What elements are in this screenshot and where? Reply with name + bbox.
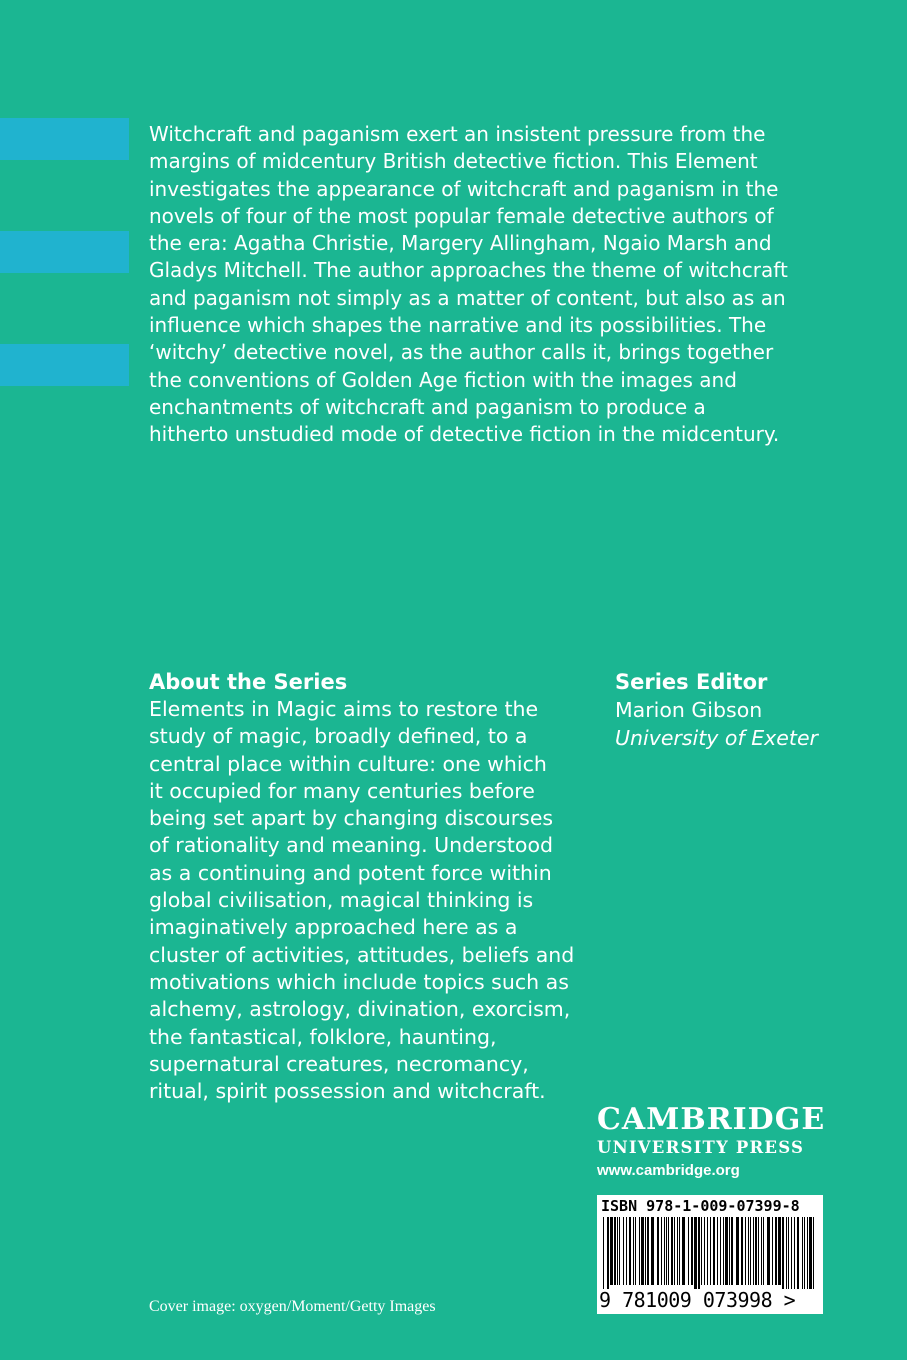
barcode-bar xyxy=(791,1217,792,1289)
about-line: ritual, spirit possession and witchcraft. xyxy=(149,1079,546,1104)
blurb-line: hitherto unstudied mode of detective fiction in the midcentury. xyxy=(149,422,780,447)
barcode-bar xyxy=(682,1217,685,1285)
barcode-digits: 9 781009 073998 > xyxy=(599,1288,796,1312)
barcode-bar xyxy=(729,1217,730,1285)
barcode-bar xyxy=(758,1217,759,1285)
barcode-bar xyxy=(614,1217,616,1285)
publisher-url: www.cambridge.org xyxy=(597,1162,740,1179)
about-line: the fantastical, folklore, haunting, xyxy=(149,1024,497,1049)
barcode-bar xyxy=(767,1217,770,1285)
barcode-bar xyxy=(647,1217,649,1285)
about-line: cluster of activities, attitudes, beliefs and xyxy=(149,942,575,967)
barcode-bar xyxy=(713,1217,715,1285)
about-series-text xyxy=(149,696,599,1105)
barcode-bar xyxy=(688,1217,689,1285)
barcode-bar xyxy=(725,1217,728,1285)
decorative-stripe-2 xyxy=(0,231,129,273)
about-line: being set apart by changing discourses xyxy=(149,806,554,831)
cover-image-credit: Cover image: oxygen/Moment/Getty Images xyxy=(149,1298,436,1315)
about-line: central place within culture: one which xyxy=(149,751,547,776)
barcode-bar xyxy=(786,1217,787,1289)
barcode-bar xyxy=(802,1217,803,1289)
barcode-bar xyxy=(626,1217,627,1285)
barcode-bar xyxy=(668,1217,669,1285)
blurb-line: Gladys Mitchell. The author approaches the theme of witchcraft xyxy=(149,258,788,283)
barcode-bar xyxy=(788,1217,789,1289)
barcode-bar xyxy=(782,1217,784,1289)
about-line: of rationality and meaning. Understood xyxy=(149,833,553,858)
about-line: global civilisation, magical thinking is xyxy=(149,888,534,913)
barcode-bar xyxy=(657,1217,659,1285)
series-editor-heading: Series Editor xyxy=(615,670,768,694)
barcode-bar xyxy=(772,1217,773,1285)
barcode-bar xyxy=(809,1217,812,1289)
about-line: as a continuing and potent force within xyxy=(149,860,552,885)
barcode-bar xyxy=(629,1217,631,1285)
about-line: Elements in Magic aims to restore the xyxy=(149,697,539,721)
barcode-bar xyxy=(679,1217,680,1285)
blurb-line: Witchcraft and paganism exert an insistent pressure from the xyxy=(149,122,766,146)
series-editor-affiliation: University of Exeter xyxy=(615,726,818,750)
barcode-bar xyxy=(750,1217,751,1285)
barcode-bar xyxy=(710,1217,711,1285)
barcode-bar xyxy=(619,1217,620,1285)
barcode-bar xyxy=(797,1217,799,1289)
barcode-bar xyxy=(723,1217,724,1285)
blurb-line: and paganism not simply as a matter of content, but also as an xyxy=(149,285,786,310)
barcode-bar xyxy=(610,1217,613,1285)
about-line: it occupied for many centuries before xyxy=(149,778,535,803)
book-blurb xyxy=(149,121,839,449)
barcode-bar xyxy=(607,1217,609,1289)
barcode-bar xyxy=(633,1217,634,1285)
barcode-bar xyxy=(691,1217,693,1285)
barcode-bar xyxy=(717,1217,718,1285)
series-editor-name: Marion Gibson xyxy=(615,698,763,722)
blurb-line: novels of four of the most popular female detective authors of xyxy=(149,203,774,228)
barcode-bar xyxy=(720,1217,721,1285)
barcode-bar xyxy=(635,1217,636,1285)
publisher-subname: UNIVERSITY PRESS xyxy=(597,1138,805,1157)
barcode-bar xyxy=(694,1217,697,1289)
isbn-label: ISBN 978-1-009-07399-8 xyxy=(601,1197,800,1215)
barcode-bar xyxy=(623,1217,624,1285)
barcode-bar xyxy=(701,1217,702,1285)
publisher-logo xyxy=(597,1103,827,1181)
about-line: imaginatively approached here as a xyxy=(149,915,518,940)
about-line: motivations which include topics such as xyxy=(149,969,569,994)
about-series-section xyxy=(149,668,599,1105)
barcode-bar xyxy=(704,1217,705,1285)
publisher-name: CAMBRIDGE xyxy=(597,1102,826,1137)
barcode-bar xyxy=(645,1217,646,1285)
blurb-line: margins of midcentury British detective fiction. This Element xyxy=(149,149,758,174)
barcode-bar xyxy=(745,1217,746,1285)
barcode-bars xyxy=(601,1217,819,1289)
barcode-bar xyxy=(666,1217,667,1285)
barcode-bar xyxy=(664,1217,665,1285)
barcode-bar xyxy=(736,1217,739,1285)
barcode-bar xyxy=(731,1217,733,1285)
blurb-line: investigates the appearance of witchcraft and paganism in the xyxy=(149,176,779,201)
barcode-bar xyxy=(804,1217,805,1289)
barcode-bar xyxy=(661,1217,662,1285)
decorative-stripe-3 xyxy=(0,344,129,386)
barcode-bar xyxy=(603,1217,604,1289)
barcode-bar xyxy=(755,1217,757,1285)
about-line: study of magic, broadly defined, to a xyxy=(149,724,528,749)
series-editor-section xyxy=(615,668,875,752)
barcode-bar xyxy=(677,1217,678,1285)
decorative-stripe-1 xyxy=(0,118,129,160)
barcode-bar xyxy=(748,1217,749,1285)
barcode-bar xyxy=(741,1217,743,1285)
blurb-line: the conventions of Golden Age fiction with the images and xyxy=(149,367,737,392)
blurb-line: the era: Agatha Christie, Margery Allingham, Ngaio Marsh and xyxy=(149,231,772,256)
about-line: alchemy, astrology, divination, exorcism, xyxy=(149,997,571,1022)
barcode-bar xyxy=(674,1217,675,1285)
barcode-bar xyxy=(698,1217,700,1289)
about-series-heading: About the Series xyxy=(149,670,348,694)
blurb-line: influence which shapes the narrative and its possibilities. The xyxy=(149,313,767,338)
barcode-bar xyxy=(617,1217,618,1285)
blurb-line: enchantments of witchcraft and paganism to produce a xyxy=(149,394,706,419)
isbn-barcode xyxy=(597,1195,823,1314)
barcode-bar xyxy=(641,1217,644,1285)
about-line: supernatural creatures, necromancy, xyxy=(149,1051,529,1076)
barcode-bar xyxy=(651,1217,654,1285)
barcode-bar xyxy=(671,1217,673,1285)
barcode-bar xyxy=(778,1217,781,1285)
barcode-bar xyxy=(753,1217,754,1285)
barcode-bar xyxy=(639,1217,640,1285)
barcode-bar xyxy=(813,1217,814,1289)
barcode-bar xyxy=(794,1217,795,1289)
barcode-bar xyxy=(707,1217,708,1285)
barcode-bar xyxy=(807,1217,808,1289)
barcode-bar xyxy=(775,1217,777,1285)
blurb-line: ‘witchy’ detective novel, as the author calls it, brings together xyxy=(149,340,774,365)
barcode-bar xyxy=(761,1217,762,1285)
barcode-bar xyxy=(763,1217,764,1285)
